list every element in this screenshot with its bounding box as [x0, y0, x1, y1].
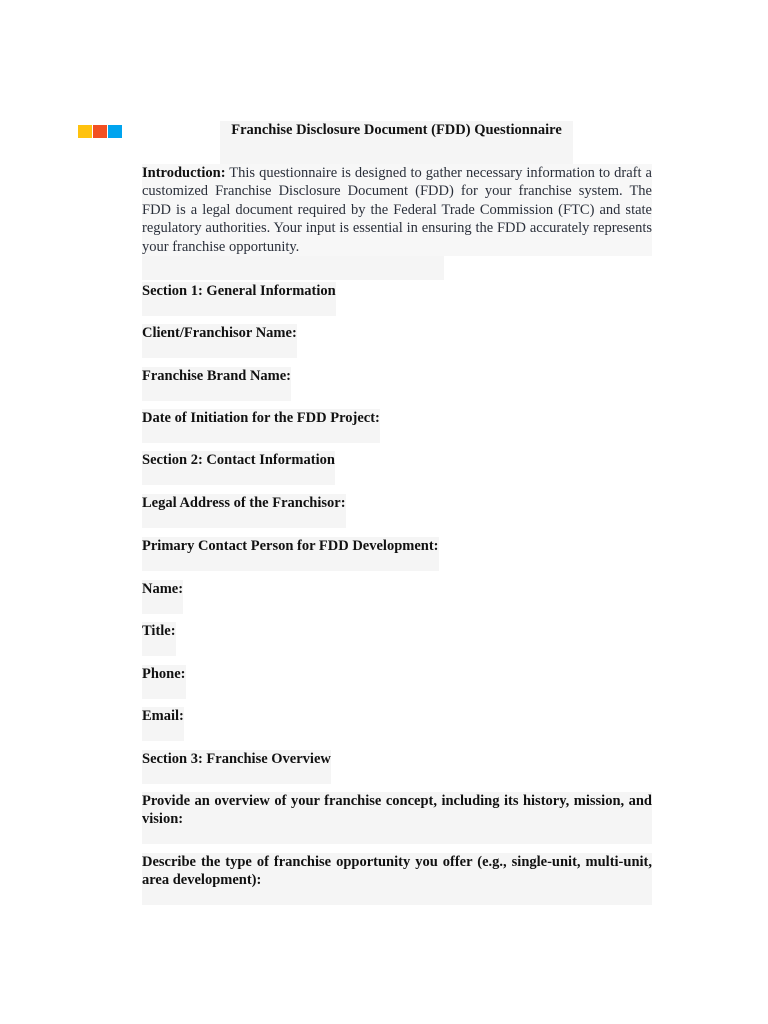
fdd-initiation-date-label: Date of Initiation for the FDD Project:: [142, 409, 380, 443]
contact-phone-label: Phone:: [142, 665, 186, 699]
section-3-heading: Section 3: Franchise Overview: [142, 750, 331, 784]
document-title: Franchise Disclosure Document (FDD) Questionnaire: [220, 121, 573, 165]
logo-square-yellow: [78, 125, 92, 138]
contact-name-label: Name:: [142, 580, 183, 614]
client-franchisor-name-label: Client/Franchisor Name:: [142, 324, 297, 358]
introduction-text: This questionnaire is designed to gather necessary information to draft a customized Franchise Disclosure Document (FDD) for your franchise system. The FDD is a legal document required by the Federal Trade Commission (FTC) and state regulatory authorities. Your input is essential in ensuring the FDD accurately represents your franchise opportunity.: [142, 165, 652, 255]
section-1-heading: Section 1: General Information: [142, 282, 336, 316]
logo-square-blue: [108, 125, 122, 138]
introduction-paragraph: [142, 164, 652, 280]
document-logo: [78, 125, 122, 138]
logo-square-red: [93, 125, 107, 138]
contact-email-label: Email:: [142, 707, 184, 741]
highlight-tail: [142, 256, 444, 280]
franchise-type-question: Describe the type of franchise opportunity you offer (e.g., single-unit, multi-unit, area development):: [142, 853, 652, 905]
contact-title-label: Title:: [142, 622, 176, 656]
franchise-brand-name-label: Franchise Brand Name:: [142, 367, 291, 401]
primary-contact-label: Primary Contact Person for FDD Development:: [142, 537, 439, 571]
introduction-label: Introduction:: [142, 165, 226, 181]
section-2-heading: Section 2: Contact Information: [142, 451, 335, 485]
franchise-overview-question: Provide an overview of your franchise concept, including its history, mission, and vision:: [142, 792, 652, 844]
legal-address-label: Legal Address of the Franchisor:: [142, 494, 346, 528]
